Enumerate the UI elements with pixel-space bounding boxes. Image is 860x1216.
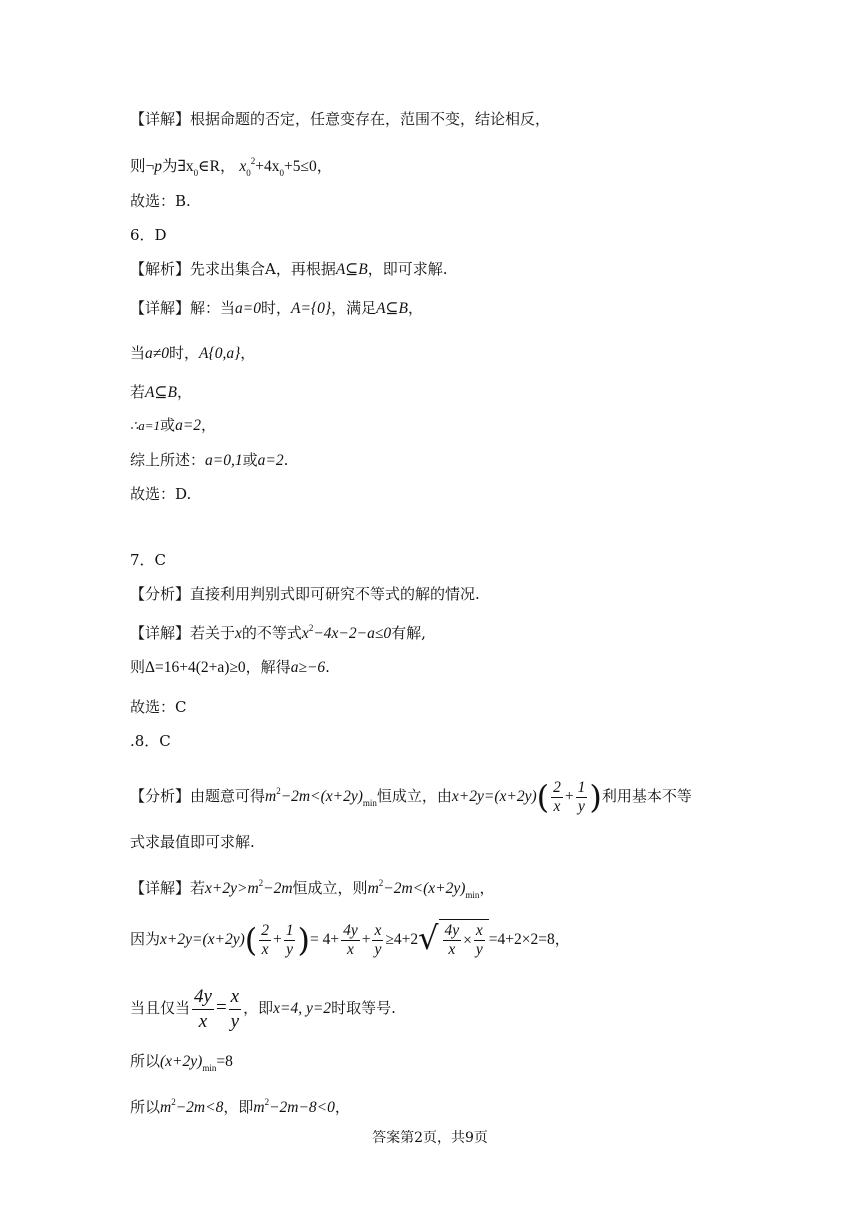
- q8-when-b: ，即: [243, 999, 274, 1017]
- q7-then-line: [130, 657, 330, 678]
- q6-case-expr2: A{0,a}: [199, 345, 241, 362]
- q8-so2-expr1: −2m<8: [175, 1099, 224, 1116]
- q7-header: 7．C: [130, 551, 167, 569]
- fraction-4y-over-x: [341, 922, 360, 959]
- q8-detail-expr1: x+2y>m: [205, 880, 259, 897]
- plus-sign: +: [361, 931, 371, 948]
- q6-therefore-c: ，: [201, 416, 217, 434]
- q8-so1-b: =8: [216, 1053, 233, 1070]
- q5-negation-sup: 2: [250, 156, 256, 166]
- q6-detail-line: [130, 298, 423, 319]
- q6-therefore-a: ∴a=1: [130, 418, 161, 433]
- fraction-4y-over-x: [443, 922, 462, 959]
- q8-detail-sup2: 2: [378, 878, 384, 888]
- left-paren: (: [536, 778, 550, 816]
- q6-choice: 故选：D.: [130, 485, 192, 503]
- q6-if-b: ，: [176, 383, 192, 401]
- frac-num: 1: [285, 921, 294, 939]
- q5-negation-mid: 为∃x: [162, 158, 194, 175]
- q6-analysis-a: 【解析】先求出集合A，再根据: [130, 260, 336, 278]
- fraction-2-over-x: [259, 922, 271, 959]
- q8-analysis-m: m: [265, 788, 277, 805]
- q8-because-expr1: x+2y=(x+2y): [160, 931, 245, 948]
- q6-case-b: 时，: [169, 344, 200, 362]
- q5-negation-sub0: 0: [193, 168, 199, 178]
- q5-negation-p: p: [154, 158, 162, 175]
- q6-if-line: [130, 382, 192, 403]
- right-paren: ): [589, 778, 602, 816]
- q8-so2-c: ，: [334, 1098, 350, 1116]
- frac-num: x: [229, 985, 241, 1010]
- q6-detail-expr2: A={0}: [291, 300, 332, 317]
- q7-detail-x: x: [235, 625, 242, 642]
- fraction-x-over-y: [474, 922, 485, 959]
- q6-case-line: [130, 343, 255, 364]
- q6-detail-b: 时，: [260, 299, 291, 317]
- q6-summary-b: 或: [242, 451, 258, 469]
- q7-analysis: 【分析】直接利用判别式即可研究不等式的解的情况.: [130, 585, 480, 603]
- q8-analysis-expr1: −2m<(x+2y): [280, 788, 363, 805]
- q8-because-eq: = 4+: [309, 931, 340, 948]
- frac-num: 2: [261, 921, 269, 939]
- q6-case-a: 当: [130, 344, 146, 362]
- q6-therefore-line: [130, 415, 216, 436]
- frac-num: 2: [553, 778, 561, 796]
- q8-when-a: 当且仅当: [130, 999, 191, 1017]
- q8-analysis-min: min: [362, 798, 377, 808]
- q6-detail-expr3: A⊆B: [376, 300, 409, 317]
- q8-analysis-sup: 2: [276, 786, 281, 796]
- q5-negation-inR: ∈R，: [198, 158, 236, 175]
- page-footer: 答案第2页，共9页: [372, 1130, 488, 1146]
- q7-detail-expr-x: x: [301, 625, 309, 642]
- fraction-4y-over-x: [192, 985, 214, 1034]
- q8-so2-sup: 2: [171, 1097, 176, 1107]
- fraction-1-over-y: [576, 779, 588, 816]
- radical-sign: √: [418, 918, 439, 957]
- frac-num: x: [475, 922, 483, 939]
- right-paren: ): [297, 921, 310, 959]
- q7-detail-line: [130, 618, 426, 644]
- q6-summary-expr1: a=0,1: [205, 452, 243, 469]
- q8-because-ge: ≥4+2: [385, 931, 419, 948]
- q8-so1-expr: (x+2y): [160, 1053, 203, 1070]
- q5-detail-line: 【详解】根据命题的否定，任意变存在，范围不变，结论相反，: [130, 110, 551, 128]
- frac-den: x: [553, 797, 561, 815]
- q5-choice: 故选：B.: [130, 192, 191, 210]
- q6-summary-c: .: [283, 451, 289, 469]
- q8-analysis-expr2: x+2y=(x+2y): [451, 788, 537, 805]
- q8-analysis-cont: 式求最值即可求解.: [130, 833, 255, 851]
- fraction-2-over-x: [551, 779, 563, 816]
- frac-num: 4y: [444, 922, 460, 939]
- q6-case-expr1: a≠0: [145, 345, 170, 362]
- q8-detail-expr3: −2m<(x+2y): [383, 880, 466, 897]
- q6-if-expr: A⊆B: [145, 384, 177, 401]
- q8-because-comma: ，: [554, 930, 570, 948]
- q8-so2-sup2: 2: [264, 1097, 270, 1107]
- equals-sign: =: [215, 997, 227, 1018]
- q8-header: .8．C: [130, 732, 171, 750]
- q7-then-expr: Δ=16+4(2+a)≥0: [145, 659, 246, 676]
- q8-analysis-line: [130, 770, 692, 824]
- q6-analysis-expr: A⊆B: [335, 261, 368, 278]
- q7-then-expr2: a≥−6: [290, 659, 326, 676]
- q7-detail-b: 的不等式: [241, 624, 302, 642]
- q6-case-c: ，: [240, 344, 256, 362]
- q6-summary-expr2: a=2: [257, 452, 284, 469]
- q6-analysis-b: ，即可求解.: [367, 260, 448, 278]
- q8-detail-m: m: [367, 880, 379, 897]
- q6-summary-line: [130, 450, 288, 471]
- q8-so2-m2: m: [253, 1099, 265, 1116]
- frac-num: 4y: [192, 985, 214, 1010]
- q6-summary-a: 综上所述：: [130, 451, 206, 469]
- q8-so2-expr2: −2m−8<0: [269, 1099, 335, 1116]
- q8-when-expr: x=4, y=2: [273, 1000, 332, 1017]
- q6-if-a: 若: [130, 383, 146, 401]
- q7-detail-expr-sup: 2: [308, 623, 314, 633]
- q5-negation-rest1: +4x: [255, 158, 280, 175]
- q8-so2-b: ，即: [223, 1098, 254, 1116]
- q5-negation-prefix: 则¬: [130, 158, 155, 175]
- frac-den: x: [346, 940, 354, 958]
- frac-den: y: [578, 797, 585, 815]
- q6-detail-expr1: a=0: [235, 300, 261, 317]
- frac-num: 4y: [343, 921, 358, 939]
- fraction-x-over-y: [229, 985, 241, 1034]
- q6-therefore-b: 或: [160, 416, 176, 434]
- q7-choice: 故选：C: [130, 698, 187, 716]
- q8-because-line: [130, 918, 570, 962]
- q6-therefore-expr: a=2: [175, 417, 202, 434]
- q8-when-line: [130, 982, 396, 1035]
- q5-negation-line: [130, 151, 332, 183]
- fraction-1-over-y: [284, 922, 296, 959]
- q8-so2-a: 所以: [130, 1098, 161, 1116]
- q8-so1-min: min: [202, 1063, 217, 1073]
- q6-detail-c: ，满足: [331, 299, 377, 317]
- square-root: [418, 919, 489, 962]
- frac-num: x: [374, 921, 382, 939]
- q5-negation-x: x: [239, 158, 247, 175]
- q8-detail-line: [130, 873, 494, 905]
- q7-detail-c: 有解,: [391, 624, 426, 642]
- frac-den: y: [475, 941, 483, 958]
- q8-detail-c: ，: [479, 879, 495, 897]
- left-paren: (: [244, 921, 258, 959]
- frac-den: y: [286, 940, 294, 958]
- fraction-x-over-y: [372, 922, 383, 959]
- q8-analysis-c: 利用基本不等: [601, 787, 692, 805]
- q8-detail-b: 恒成立，则: [292, 879, 368, 897]
- frac-num: 1: [577, 778, 586, 796]
- q8-so2-line: [130, 1092, 350, 1118]
- q8-detail-a: 【详解】若: [130, 879, 206, 897]
- frac-den: x: [448, 941, 456, 958]
- plus-sign: +: [564, 788, 574, 805]
- q8-detail-sup1: 2: [258, 878, 264, 888]
- plus-sign: +: [272, 931, 282, 948]
- q6-detail-a: 【详解】解：当: [130, 299, 236, 317]
- times-sign: ×: [463, 931, 472, 949]
- q7-then-c: .: [325, 658, 330, 676]
- q7-detail-a: 【详解】若关于: [130, 624, 236, 642]
- frac-den: y: [230, 1010, 240, 1032]
- q8-when-c: 时取等号.: [331, 999, 396, 1017]
- q8-analysis-b: 恒成立，由: [376, 787, 452, 805]
- q6-analysis-line: [130, 259, 448, 280]
- frac-den: x: [198, 1010, 208, 1032]
- q7-then-b: ，解得: [245, 658, 291, 676]
- q7-detail-expr-rest: −4x−2−a≤0: [313, 625, 392, 642]
- q8-because-a: 因为: [130, 930, 161, 948]
- frac-den: y: [374, 940, 382, 958]
- q5-negation-rest2: +5≤0，: [284, 158, 333, 175]
- frac-den: x: [261, 940, 269, 958]
- q6-detail-d: ，: [408, 299, 424, 317]
- q8-analysis-a: 【分析】由题意可得: [130, 787, 266, 805]
- q7-then-a: 则: [130, 658, 146, 676]
- q8-so2-m: m: [160, 1099, 172, 1116]
- q6-header: 6．D: [130, 226, 167, 244]
- q8-so1-a: 所以: [130, 1052, 161, 1070]
- q8-detail-min: min: [465, 890, 480, 900]
- radicand: [439, 919, 489, 962]
- q8-because-tail: =4+2×2=8: [488, 931, 555, 948]
- q5-negation-sub2: 0: [279, 168, 284, 178]
- q5-negation-sub1: 0: [246, 168, 251, 178]
- q8-so1-line: [130, 1051, 233, 1078]
- q8-detail-expr2: −2m: [263, 880, 293, 897]
